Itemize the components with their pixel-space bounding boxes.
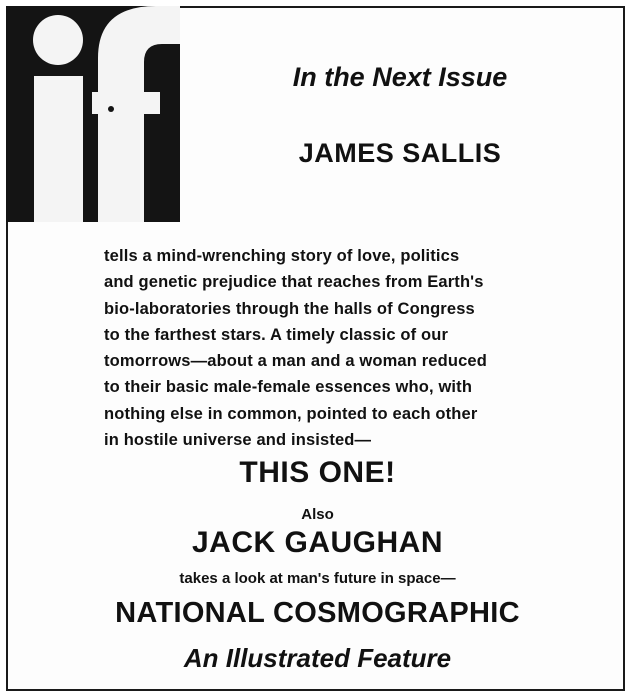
featured-author-name: JAMES SALLIS — [298, 138, 502, 168]
logo-f-crossbar — [92, 92, 160, 114]
if-magazine-logo — [6, 6, 180, 222]
logo-f-stem — [98, 58, 144, 222]
feature-title: NATIONAL COSMOGRAPHIC — [115, 597, 520, 629]
blurb-line: to their basic male-female essences who, with — [104, 378, 473, 397]
second-author-name: JACK GAUGHAN — [191, 526, 443, 559]
story-blurb — [104, 243, 544, 453]
feature-subtitle: An Illustrated Feature — [183, 643, 452, 673]
blurb-line: tomorrows—about a man and a woman reduced — [104, 352, 487, 371]
blurb-line: bio-laboratories through the halls of Congress — [104, 299, 475, 318]
blurb-line: nothing else in common, pointed to each other — [104, 404, 478, 423]
logo-f-hook — [98, 6, 180, 62]
story-title: THIS ONE! — [239, 456, 396, 489]
blurb-line: to the farthest stars. A timely classic of our — [104, 325, 449, 344]
logo-i-stem — [34, 76, 83, 222]
blurb-line: and genetic prejudice that reaches from Earth's — [104, 273, 484, 292]
next-issue-heading: In the Next Issue — [292, 62, 508, 92]
blurb-line: in hostile universe and insisted— — [104, 431, 372, 450]
logo-graphic — [6, 6, 180, 222]
feature-tagline: takes a look at man's future in space— — [179, 570, 456, 587]
also-label: Also — [301, 506, 334, 523]
logo-ink-dot — [108, 106, 114, 112]
blurb-line: tells a mind-wrenching story of love, politics — [104, 247, 460, 265]
logo-i-dot — [33, 15, 83, 65]
